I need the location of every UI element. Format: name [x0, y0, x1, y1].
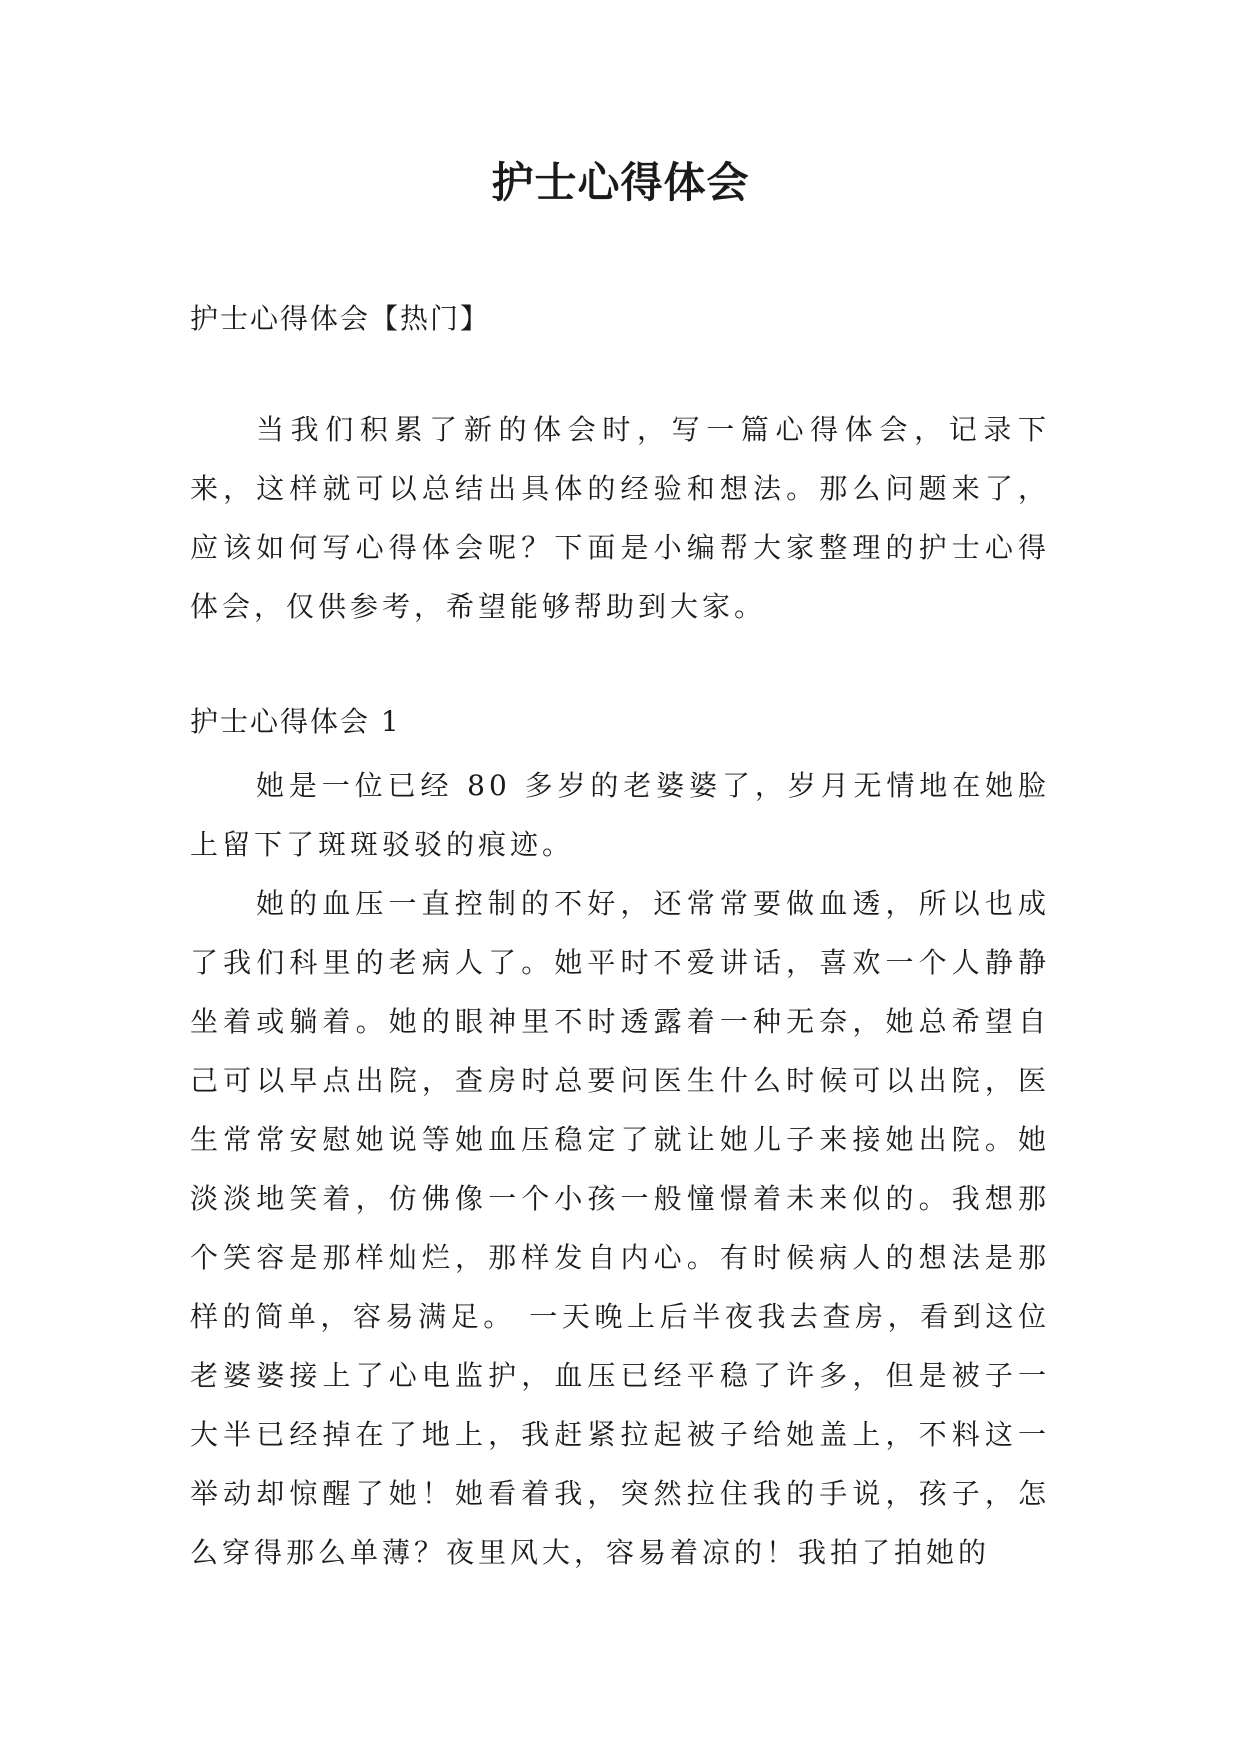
section-heading: 护士心得体会 1 [190, 705, 401, 738]
document-title: 护士心得体会 [491, 158, 750, 207]
body-paragraph: 她的血压一直控制的不好，还常常要做血透，所以也成了我们科里的老病人了。她平时不爱讲话，喜欢一个人静静坐着或躺着。她的眼神里不时透露着一种无奈，她总希望自己可以早点出院，查房时总要问医生什么时候可以出院，医生常常安慰她说等她血压稳定了就让她儿子来接她出院。她淡淡地笑着，仿佛像一个小孩一般憧憬着未来似的。我想那个笑容是那样灿烂，那样发自内心。有时候病人的想法是那样的简单，容易满足。 一天晚上后半夜我去查房，看到这位老婆婆接上了心电监护，血压已经平稳了许多，但是被子一大半已经掉在了地上，我赶紧拉起被子给她盖上，不料这一举动却惊醒了她！她看着我，突然拉住我的手说，孩子，怎么穿得那么单薄？夜里风大，容易着凉的！我拍了拍她的 [190, 887, 1050, 1569]
body-paragraph: 她是一位已经 80 多岁的老婆婆了，岁月无情地在她脸上留下了斑斑驳驳的痕迹。 [190, 769, 1050, 861]
intro-paragraph: 当我们积累了新的体会时，写一篇心得体会，记录下来，这样就可以总结出具体的经验和想法。那么问题来了，应该如何写心得体会呢？下面是小编帮大家整理的护士心得体会，仅供参考，希望能够帮助到大家。 [190, 413, 1050, 623]
document-subtitle: 护士心得体会【热门】 [190, 302, 491, 335]
